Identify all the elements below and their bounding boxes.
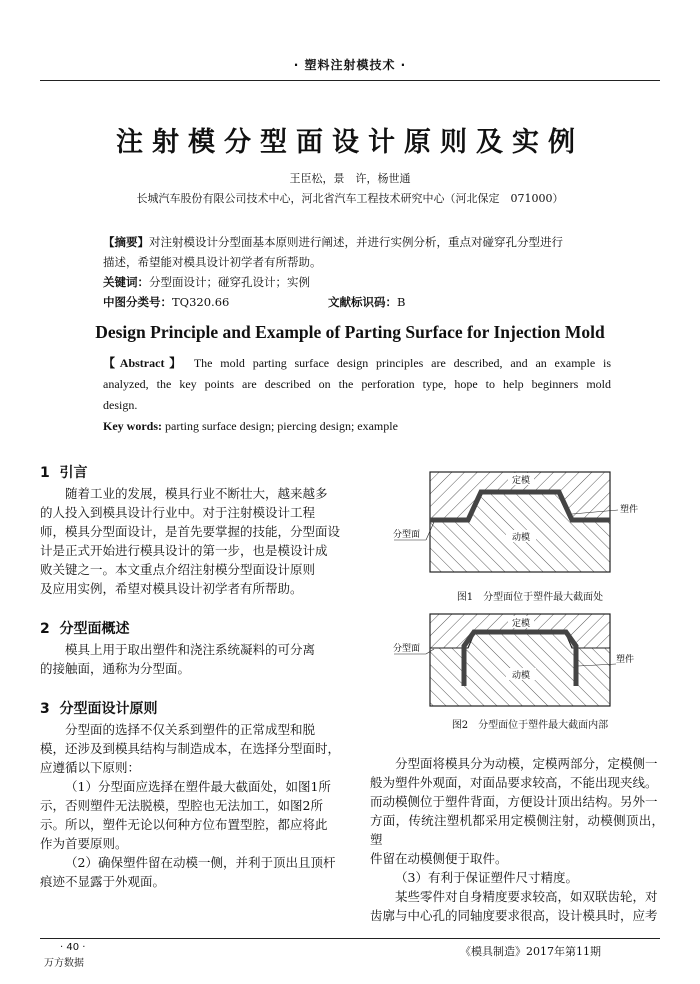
text-line: 般为塑件外观面，对面品要求较高，不能出现夹线。 (370, 775, 658, 790)
text-line: 方面，传统注塑机都采用定模侧注射，动模侧顶出，塑 (370, 813, 664, 847)
text-line: 的人投入到模具设计行业中。对于注射模设计工程 (40, 505, 316, 520)
text-line: 模，还涉及到模具结构与制造成本，在选择分型面时， (40, 741, 341, 756)
text-line: 示。所以，塑件无论以何种方位布置型腔，都应将此 (40, 817, 328, 832)
text-line: 齿廓与中心孔的同轴度要求很高，设计模具时，应考 (370, 908, 658, 923)
header-rule (40, 80, 660, 81)
text-line: 的接触面，通称为分型面。 (40, 661, 191, 676)
section-1-body (40, 484, 348, 598)
section-1-heading (40, 462, 348, 482)
text-line: 计是正式开始进行模具设计的第一步，也是模设计成 (40, 543, 328, 558)
page-title: 注射模分型面设计原则及实例 (116, 127, 584, 158)
text-line: （3）有利于保证塑件尺寸精度。 (395, 870, 578, 885)
section-2-heading (40, 618, 348, 638)
section-3-body (40, 720, 348, 891)
fixed-mold-label: 定模 (511, 476, 531, 486)
text-line: （1）分型面应选择在塑件最大截面处，如图1所 (65, 779, 331, 794)
parting-label: 分型面 (393, 644, 421, 654)
keywords-cn-label: 关键词： (103, 275, 149, 289)
text-line: 及应用实例，希望对模具设计初学者有所帮助。 (40, 581, 303, 596)
clc-value: TQ320.66 (172, 295, 230, 309)
abstract-en (103, 353, 611, 437)
text-line: 模具上用于取出塑件和浇注系统凝料的可分离 (65, 642, 316, 657)
abstract-cn (103, 232, 623, 312)
text-line: （2）确保塑件留在动模一侧，并利于顶出且顶杆 (65, 855, 336, 870)
affiliation: 长城汽车股份有限公司技术中心，河北省汽车工程技术研究中心（河北保定 071000） (136, 192, 564, 205)
figure-1-diagram (390, 470, 670, 582)
keywords-en-label: Key words: (103, 419, 162, 433)
english-title: Design Principle and Example of Parting Surface for Injection Mold (95, 322, 605, 342)
section-title: 分型面设计原则 (59, 701, 158, 717)
part-label: 塑件 (620, 505, 639, 515)
abstract-en-line: design. (103, 398, 138, 412)
section-2-body (40, 640, 348, 678)
text-line: 作为首要原则。 (40, 836, 128, 851)
section-number: 3 (40, 701, 50, 717)
journal-issue: 《模具制造》2017年第11期 (460, 945, 601, 958)
fixed-mold-label: 定模 (511, 619, 531, 629)
abstract-cn-line: 描述，希望能对模具设计初学者有所帮助。 (103, 255, 322, 269)
keywords-en: parting surface design; piercing design; example (165, 419, 398, 433)
source-watermark: 万方数据 (44, 958, 84, 969)
abstract-en-label: 【Abstract】 (103, 356, 187, 370)
abstract-cn-line: 对注射模设计分型面基本原则进行阐述，并进行实例分析，重点对碰穿孔分型进行 (149, 235, 563, 249)
doc-code-value: B (397, 295, 406, 309)
section-title: 引言 (59, 465, 88, 481)
section-3-heading (40, 698, 348, 718)
abstract-en-line: analyzed, the key points are described on the perforation type, hope to help beginners mold (103, 377, 611, 391)
keywords-cn: 分型面设计；碰穿孔设计；实例 (149, 275, 310, 289)
section-number: 1 (40, 465, 50, 481)
moving-mold-label: 动模 (511, 671, 531, 681)
text-line: 师，模具分型面设计，是首先要掌握的技能，分型面设 (40, 524, 341, 539)
abstract-en-line: The mold parting surface design principles are described, and an example is (193, 356, 611, 370)
text-line: 败关键之一。本文重点介绍注射模分型面设计原则 (40, 562, 316, 577)
section-number: 2 (40, 621, 50, 637)
text-line: 示，否则塑件无法脱模，型腔也无法加工，如图2所 (40, 798, 323, 813)
text-line: 应遵循以下原则： (40, 760, 141, 775)
text-line: 而动模侧位于塑件背面，方便设计顶出结构。另外一 (370, 794, 658, 809)
text-line: 分型面将模具分为动模，定模两部分，定模侧一 (395, 756, 658, 771)
text-line: 随着工业的发展，模具行业不断壮大，越来越多 (65, 486, 328, 501)
text-line: 分型面的选择不仅关系到塑件的正常成型和脱 (65, 722, 316, 737)
moving-mold-label: 动模 (511, 533, 531, 543)
page-number: · 40 · (60, 942, 86, 953)
figure-2-caption: 图2 分型面位于塑件最大截面内部 (451, 720, 609, 731)
right-column-body (370, 754, 664, 925)
text-line: 件留在动模侧便于取件。 (370, 851, 508, 866)
footer-rule (40, 938, 660, 939)
part-label: 塑件 (616, 655, 635, 665)
section-title: 分型面概述 (59, 621, 130, 637)
authors: 王臣松，景 许，杨世通 (289, 172, 411, 185)
text-line: 痕迹不显露于外观面。 (40, 874, 166, 889)
figure-1-caption: 图1 分型面位于塑件最大截面处 (456, 592, 604, 603)
figure-2-diagram (390, 612, 670, 712)
text-line: 某些零件对自身精度要求较高，如双联齿轮，对 (395, 889, 658, 904)
left-column (40, 462, 348, 891)
parting-label: 分型面 (393, 530, 421, 540)
journal-section-header: · 塑料注射模技术 · (293, 58, 407, 72)
doc-code-label: 文献标识码： (328, 295, 397, 309)
clc-label: 中图分类号： (103, 295, 172, 309)
abstract-cn-label: 【摘要】 (103, 235, 149, 249)
